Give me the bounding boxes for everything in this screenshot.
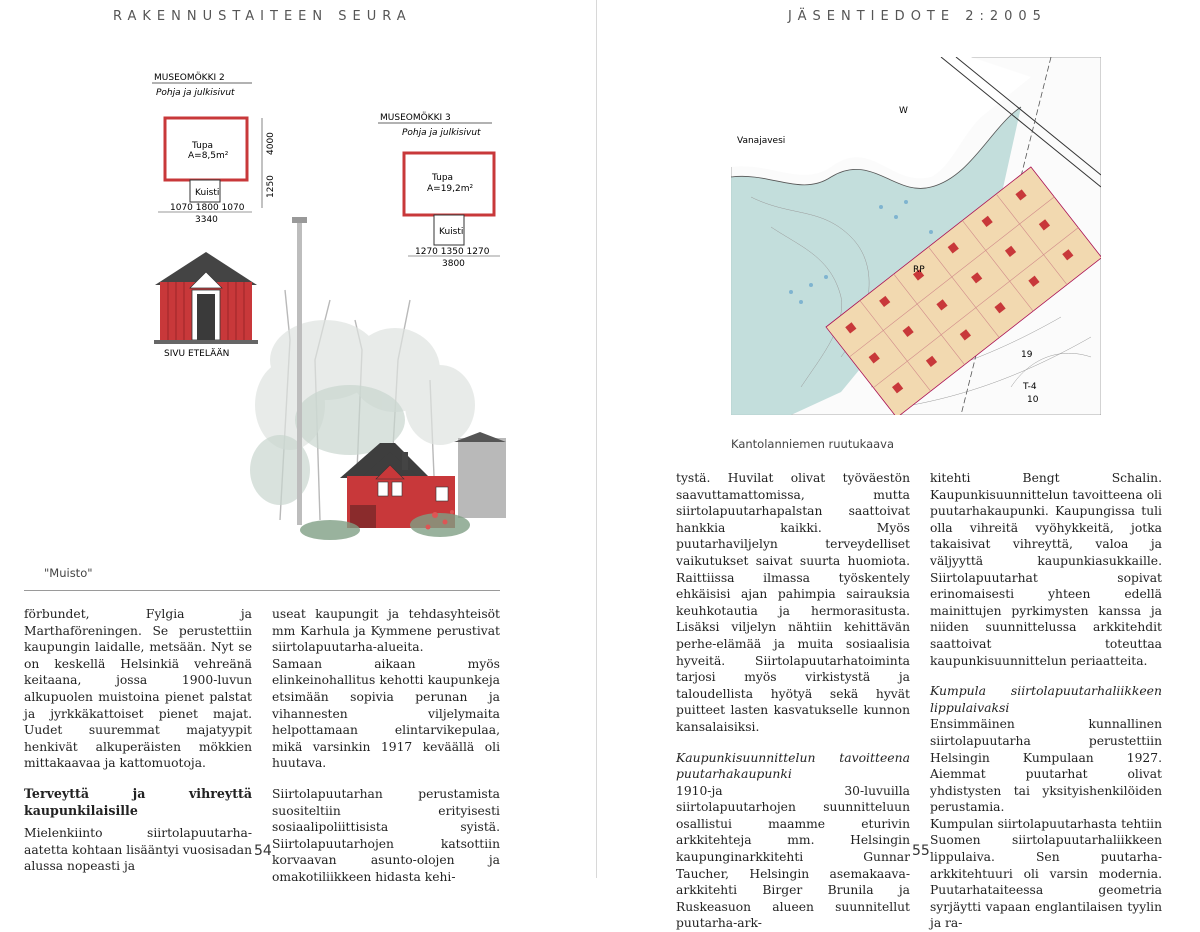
- left-column-2: [272, 606, 500, 886]
- painting-caption: "Muisto": [44, 566, 93, 580]
- cabin-drawings-illustration: [140, 60, 510, 590]
- museomokki2-porch-label: Kuisti: [195, 188, 220, 198]
- museomokki2-dims: 1070 1800 1070: [170, 203, 245, 213]
- museomokki3-title: MUSEOMÖKKI 3: [380, 113, 451, 123]
- museomokki2-title: MUSEOMÖKKI 2: [154, 73, 225, 83]
- running-head-right: JÄSENTIEDOTE 2:2005: [788, 9, 1047, 24]
- right-col2-paragraph-2: Ensimmäinen kunnallinen siirtolapuutarha perustettiin Helsingin Kumpulaan 1927. Aiemmat puutarhat olivat yhdistysten tai yksityishenkilöiden perustamia.: [930, 717, 1162, 815]
- museomokki2-side-dim2: 1250: [266, 175, 276, 198]
- left-col2-paragraph-3: Siirtolapuutarhan perustamista suositeltiin erityisesti sosiaalipoliittisista syistä. Siirtolapuutarhojen katsottiin korvaavan asunto-olojen ja omakotiliikkeen hidasta kehi-: [272, 786, 500, 884]
- right-column-2: [930, 470, 1162, 932]
- map-label-w: W: [899, 106, 908, 116]
- left-col1-paragraph-1: förbundet, Fylgia ja Marthaföreningen. Se perustettiin kaupungin laidalle, metsään. Nyt se on keskellä Helsinkiä vehreänä keitaana, jossa 1900-luvun alkupuolen muistoina pienet palstat ja jyrkkäkattoiset pienet majat. Uudet suuremmat majatyypit henkivät alkuperäisten mökkien mittakaavaa ja kattomuotoja.: [24, 607, 252, 771]
- map-label-rp: RP: [913, 265, 925, 275]
- map-label-10: 10: [1027, 395, 1039, 405]
- running-head-left: RAKENNUSTAITEEN SEURA: [113, 9, 412, 24]
- museomokki2-area-label: A=8,5m²: [188, 151, 229, 161]
- left-col2-paragraph-2: Samaan aikaan myös elinkeinohallitus kehotti kaupunkeja etsimään sopivia perunan ja vihannesten viljelymaita helpottamaan elintarvikepulaa, mikä varsinkin 1917 keväällä oli huutava.: [272, 656, 500, 771]
- map-label-19: 19: [1021, 350, 1033, 360]
- right-col1-heading: Kaupunkisuunnittelun tavoitteena puutarhakaupunki: [676, 749, 910, 782]
- page-gutter: [596, 0, 597, 878]
- museomokki2-room-label: Tupa: [192, 141, 214, 151]
- right-col2-paragraph-1: kitehti Bengt Schalin. Kaupunkisuunnittelun tavoitteena oli puutarhakaupunki. Kaupungissa tuli olla vihreitä vyöhykkeitä, jotka takaisivat vihreyttä, valoa ja väljyyttä kaupunkiasukkaille. Siirtolapuutarhat sopivat erinomaisesti yhteen edellä mainittujen pyrkimysten kanssa ja niiden suunnittelussa arkkitehdit saattoivat toteuttaa kaupunkisuunnittelun periaatteita.: [930, 471, 1162, 668]
- museomokki3-total: 3800: [442, 259, 465, 269]
- right-col2-heading: Kumpula siirtolapuutarhaliikkeen lippulaivaksi: [930, 683, 1162, 715]
- map-label-t4: T-4: [1023, 382, 1037, 392]
- museomokki3-porch-label: Kuisti: [439, 227, 464, 237]
- museomokki2-elevation: [154, 252, 258, 344]
- museomokki3-area-label: A=19,2m²: [427, 184, 474, 194]
- left-column-1: [24, 606, 252, 875]
- kantolanniemi-site-plan-map: [731, 57, 1101, 415]
- left-col1-heading: Terveyttä ja vihreyttä kaupunkilaisille: [24, 785, 252, 818]
- right-col1-paragraph-1: tystä. Huvilat olivat työväestön saavuttamattomissa, mutta siirtolapuutarhapalstan saattoivat hankkia kaikki. Myös puutarhaviljelyn terveydelliset vaikutukset saivat suurta huomiota. Raittiissa ilmassa työskentely ehkäisisi ajan pahimpia sairauksia keuhkotautia ja hermorasitusta. Lisäksi viljelyn nähtiin kehittävän perhe-elämää ja muita sosiaalisia hyveitä. Siirtolapuutarhatoiminta tarjosi myös virkistystä ja taloudellista hyötyä sekä hyvät puitteet lasten kasvatukselle kunnon kansalaisiksi.: [676, 471, 910, 734]
- right-col1-paragraph-2: 1910-ja 30-luvuilla siirtolapuutarhojen suunnitteluun osallistui maamme eturivin arkkitehteja mm. Helsingin kaupunginarkkitehti Gunnar Taucher, Helsingin asemakaava-arkkitehti Birger Brunila ja Ruskeasuon alueen suunnitellut puutarha-ark-: [676, 783, 910, 931]
- map-label-lake: Vanajavesi: [737, 136, 786, 146]
- museomokki3-subtitle: Pohja ja julkisivut: [402, 128, 481, 138]
- right-col2-paragraph-3: Kumpulan siirtolapuutarhasta tehtiin Suomen siirtolapuutarhaliikkeen lippulaiva. Sen puutarha-arkkitehtuuri oli varsin modernia. Puutarhataiteessa geometria syrjäytti vapaan englantilaisen tyylin ja ra-: [930, 816, 1162, 931]
- right-column-1: [676, 470, 910, 932]
- page-number-left: 54: [254, 843, 272, 859]
- left-col1-paragraph-2: Mielenkiinto siirtolapuutarha-aatetta kohtaan lisääntyi vuosisadan alussa nopeasti ja: [24, 826, 252, 874]
- left-col2-paragraph-1: useat kaupungit ja tehdasyhteisöt mm Karhula ja Kymmene perustivat siirtolapuutarha-alueita.: [272, 607, 500, 655]
- museomokki3-dims: 1270 1350 1270: [415, 247, 490, 257]
- museomokki3-room-label: Tupa: [432, 173, 454, 183]
- museomokki2-subtitle: Pohja ja julkisivut: [156, 88, 235, 98]
- muisto-painting: [250, 217, 506, 540]
- museomokki2-total: 3340: [195, 215, 218, 225]
- left-rule: [24, 590, 500, 591]
- museomokki2-elevation-label: SIVU ETELÄÄN: [164, 349, 230, 359]
- map-caption: Kantolanniemen ruutukaava: [731, 437, 895, 451]
- page-number-right: 55: [912, 843, 930, 859]
- museomokki2-side-dim: 4000: [266, 132, 276, 155]
